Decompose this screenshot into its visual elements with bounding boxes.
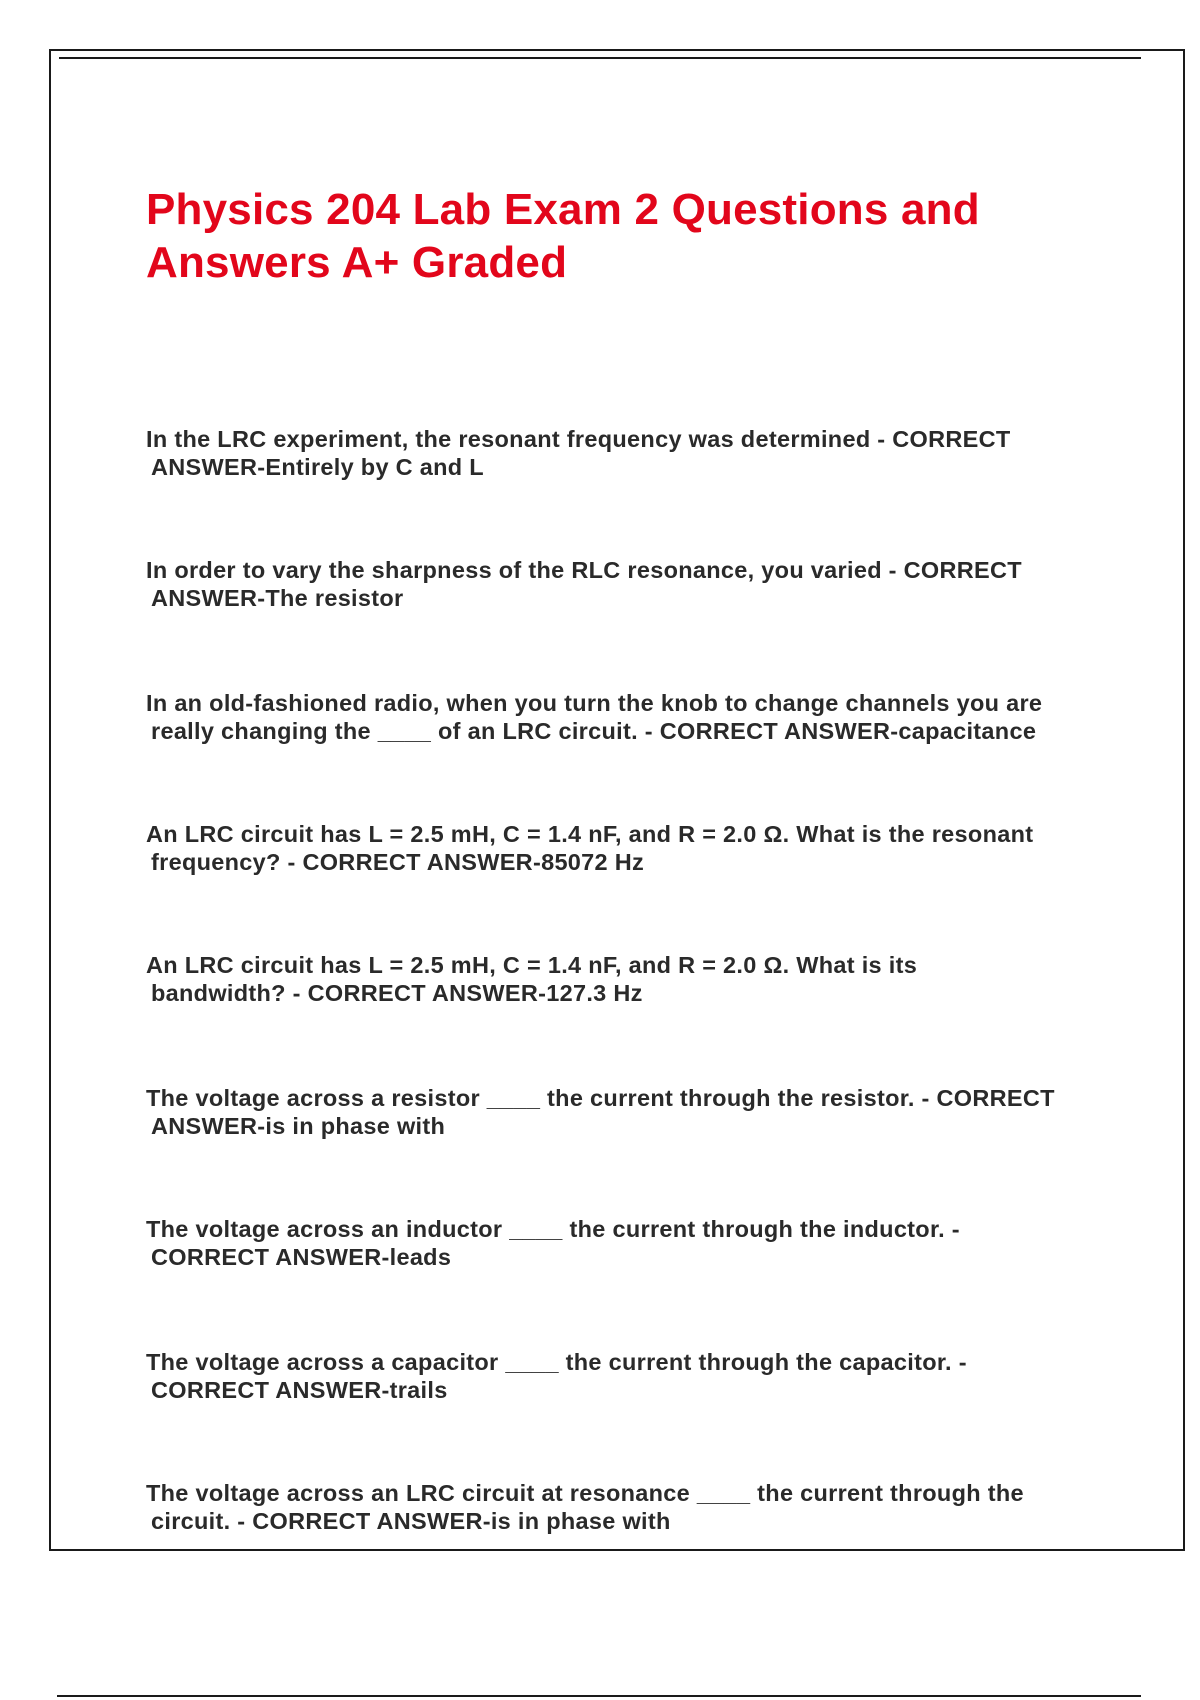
- qa-question-line: The voltage across an LRC circuit at resonance ____ the current through the: [146, 1480, 1024, 1506]
- qa-question-line: In order to vary the sharpness of the RLC resonance, you varied - CORRECT: [146, 557, 1022, 583]
- qa-answer-line: ANSWER-is in phase with: [151, 1113, 446, 1139]
- qa-question-line: An LRC circuit has L = 2.5 mH, C = 1.4 nF, and R = 2.0 Ω. What is its: [146, 952, 918, 978]
- document-title: [146, 183, 1096, 289]
- qa-question-line: The voltage across a capacitor ____ the current through the capacitor. -: [146, 1349, 967, 1375]
- top-rule: [59, 57, 1141, 59]
- title-line-2: Answers A+ Graded: [146, 238, 568, 287]
- qa-item: [146, 820, 1136, 876]
- qa-answer-line: CORRECT ANSWER-trails: [151, 1377, 448, 1403]
- page-frame: [49, 49, 1185, 1551]
- qa-item: [146, 951, 1136, 1007]
- qa-answer-line: CORRECT ANSWER-leads: [151, 1244, 452, 1270]
- qa-question-line: In an old-fashioned radio, when you turn the knob to change channels you are: [146, 690, 1043, 716]
- qa-answer-line: frequency? - CORRECT ANSWER-85072 Hz: [151, 849, 645, 875]
- qa-item: [146, 689, 1136, 745]
- qa-item: [146, 1479, 1136, 1535]
- qa-item: [146, 425, 1136, 481]
- qa-answer-line: really changing the ____ of an LRC circuit. - CORRECT ANSWER-capacitance: [151, 718, 1037, 744]
- qa-answer-line: ANSWER-Entirely by C and L: [151, 454, 484, 480]
- qa-item: [146, 1215, 1136, 1271]
- qa-question-line: The voltage across a resistor ____ the current through the resistor. - CORRECT: [146, 1085, 1055, 1111]
- title-line-1: Physics 204 Lab Exam 2 Questions and: [146, 185, 980, 234]
- qa-item: [146, 1084, 1136, 1140]
- qa-item: [146, 556, 1136, 612]
- qa-item: [146, 1348, 1136, 1404]
- qa-question-line: In the LRC experiment, the resonant frequency was determined - CORRECT: [146, 426, 1011, 452]
- bottom-rule: [57, 1695, 1141, 1697]
- qa-question-line: An LRC circuit has L = 2.5 mH, C = 1.4 nF, and R = 2.0 Ω. What is the resonant: [146, 821, 1034, 847]
- qa-answer-line: ANSWER-The resistor: [151, 585, 404, 611]
- qa-answer-line: circuit. - CORRECT ANSWER-is in phase with: [151, 1508, 671, 1534]
- qa-question-line: The voltage across an inductor ____ the current through the inductor. -: [146, 1216, 960, 1242]
- qa-answer-line: bandwidth? - CORRECT ANSWER-127.3 Hz: [151, 980, 643, 1006]
